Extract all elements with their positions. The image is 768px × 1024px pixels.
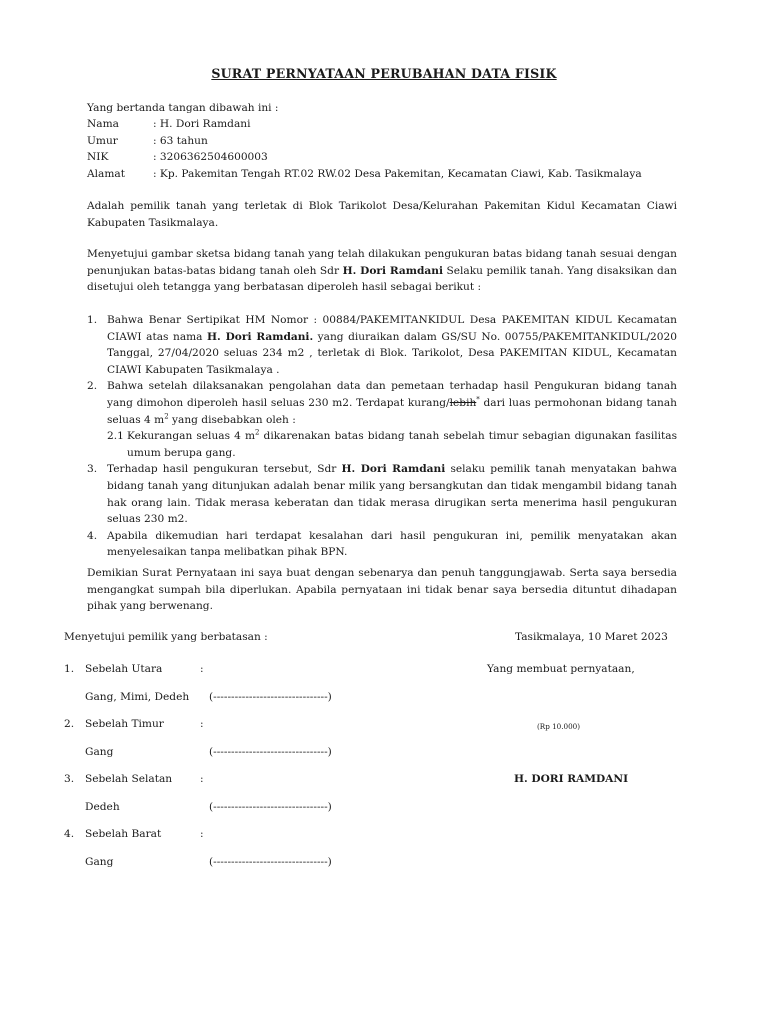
sub-list-item [107,428,677,461]
neighbor-colon: : [200,773,204,785]
neighbor-approval-label: Menyetujui pemilik yang berbatasan : [64,631,268,643]
list-number: 4. [87,529,98,542]
place-date: Tasikmalaya, 10 Maret 2023 [515,631,668,643]
signer-name: H. DORI RAMDANI [514,773,629,785]
neighbor-names: Gang [85,856,114,868]
identity-key: Umur [87,134,118,147]
identity-value: : H. Dori Ramdani [153,118,251,130]
document-title: SURAT PERNYATAAN PERUBAHAN DATA FISIK [211,66,557,81]
approval-text-1: Menyetujui gambar sketsa bidang tanah yang telah dilakukan pengukuran batas bidang tanah sesuai dengan penunjukan batas-batas bidang tanah oleh Sdr [87,248,677,277]
maker-label: Yang membuat pernyataan, [487,663,635,675]
list-item [87,461,677,527]
item-text: dari luas permohonan bidang tanah seluas 4 m [107,396,677,426]
item-text: Terhadap hasil pengukuran tersebut, Sdr [107,463,342,476]
identity-key: NIK [87,151,109,164]
ownership-paragraph: Adalah pemilik tanah yang terletak di Blok Tarikolot Desa/Kelurahan Pakemitan Kidul Kecamatan Ciawi Kabupaten Tasikmalaya. [87,200,677,229]
neighbor-side-label: Sebelah Utara [85,663,163,675]
asterisk-mark: * [476,395,480,404]
neighbor-side-label: Sebelah Selatan [85,773,173,785]
neighbor-number: 4. [64,828,75,840]
identity-value: : 63 tahun [153,134,208,147]
list-number: 3. [87,463,98,476]
signature-line: (--------------------------------) [209,691,332,703]
identity-value: : 3206362504600003 [153,151,268,164]
identity-table [87,116,687,182]
approval-paragraph [87,246,677,296]
list-text [107,312,677,378]
list-item [87,528,677,561]
struck-word: lebih [449,396,477,409]
superscript: 2 [255,428,260,437]
neighbor-names: Gang, Mimi, Dedeh [85,691,190,703]
neighbor-side-label: Sebelah Timur [85,718,164,730]
owner-name-bold: H. Dori Ramdani [341,463,446,476]
owner-name-bold: H. Dori Ramdani. [207,330,314,343]
list-text [107,378,677,428]
sub-list-number: 2.1 [107,430,124,443]
identity-key: Alamat [87,167,125,180]
item-text: dikarenakan batas bidang tanah sebelah timur sebagian digunakan fasilitas umum berupa gang. [127,430,678,459]
sub-list-text [127,428,677,461]
neighbor-names: Gang [85,746,114,758]
signature-line: (--------------------------------) [209,801,332,813]
neighbor-colon: : [200,828,204,840]
item-text: selaku pemilik tanah menyatakan bahwa bidang tanah yang ditunjukan adalah benar milik yang bersangkutan dan tidak mengambil bidang tanah hak orang lain. Tidak merasa keberatan dan tidak merasa dirugikan serta menerima hasil pengukuran seluas 230 m2. [107,463,678,526]
item-text: yang disebabkan oleh : [168,413,296,426]
list-text [107,461,677,527]
identity-row-address [87,166,687,183]
neighbor-names: Dedeh [85,801,120,813]
neighbor-colon: : [200,663,204,675]
identity-value: : Kp. Pakemitan Tengah RT.02 RW.02 Desa Pakemitan, Kecamatan Ciawi, Kab. Tasikmalaya [153,167,642,180]
item-text: Kekurangan seluas 4 m [127,430,255,443]
neighbor-number: 2. [64,718,75,730]
superscript: 2 [164,412,169,421]
neighbor-side-label: Sebelah Barat [85,828,162,840]
approval-text-2: Selaku pemilik tanah. Yang disaksikan dan disetujui oleh tetangga yang berbatasan diperoleh hasil sebagai berikut : [87,264,677,294]
neighbor-number: 1. [64,663,75,675]
signature-line: (--------------------------------) [209,856,332,868]
identity-row-age [87,133,687,150]
closing-paragraph: Demikian Surat Pernyataan ini saya buat dengan sebenarya dan penuh tanggungjawab. Serta saya bersedia mengangkat sumpah bila diperlukan. Apabila pernyataan ini tidak benar saya bersedia dituntut dihadapan pihak yang berwenang. [87,567,677,613]
list-item [87,378,677,428]
item-text: Bahwa setelah dilaksanakan pengolahan data dan pemetaan terhadap hasil Pengukuran bidang tanah yang dimohon diperoleh hasil seluas 230 m2. Terdapat kurang/ [107,380,677,409]
item-text: Bahwa Benar Sertipikat HM Nomor : 00884/PAKEMITANKIDUL Desa PAKEMITAN KIDUL Kecamatan CIAWI atas nama [107,314,677,343]
item-text: yang diuraikan dalam GS/SU No. 00755/PAKEMITANKIDUL/2020 Tanggal, 27/04/2020 seluas 234 m2 , terletak di Blok. Tarikolot, Desa PAKEMITAN KIDUL, Kecamatan CIAWI Kabupaten Tasikmalaya . [107,330,678,376]
list-number: 1. [87,314,98,326]
statement-list [87,312,677,561]
list-text: Apabila dikemudian hari terdapat kesalahan dari hasil pengukuran ini, pemilik menyatakan akan menyelesaikan tanpa melibatkan pihak BPN. [107,529,677,559]
stamp-note: (Rp 10.000) [537,722,581,731]
identity-row-name [87,116,687,133]
list-item [87,312,677,378]
neighbor-number: 3. [64,773,75,785]
list-number: 2. [87,380,98,393]
neighbor-colon: : [200,718,204,730]
identity-row-nik [87,149,687,166]
intro-line: Yang bertanda tangan dibawah ini : [87,102,279,114]
owner-name-bold: H. Dori Ramdani [342,264,443,277]
identity-key: Nama [87,118,119,130]
signature-line: (--------------------------------) [209,746,332,758]
